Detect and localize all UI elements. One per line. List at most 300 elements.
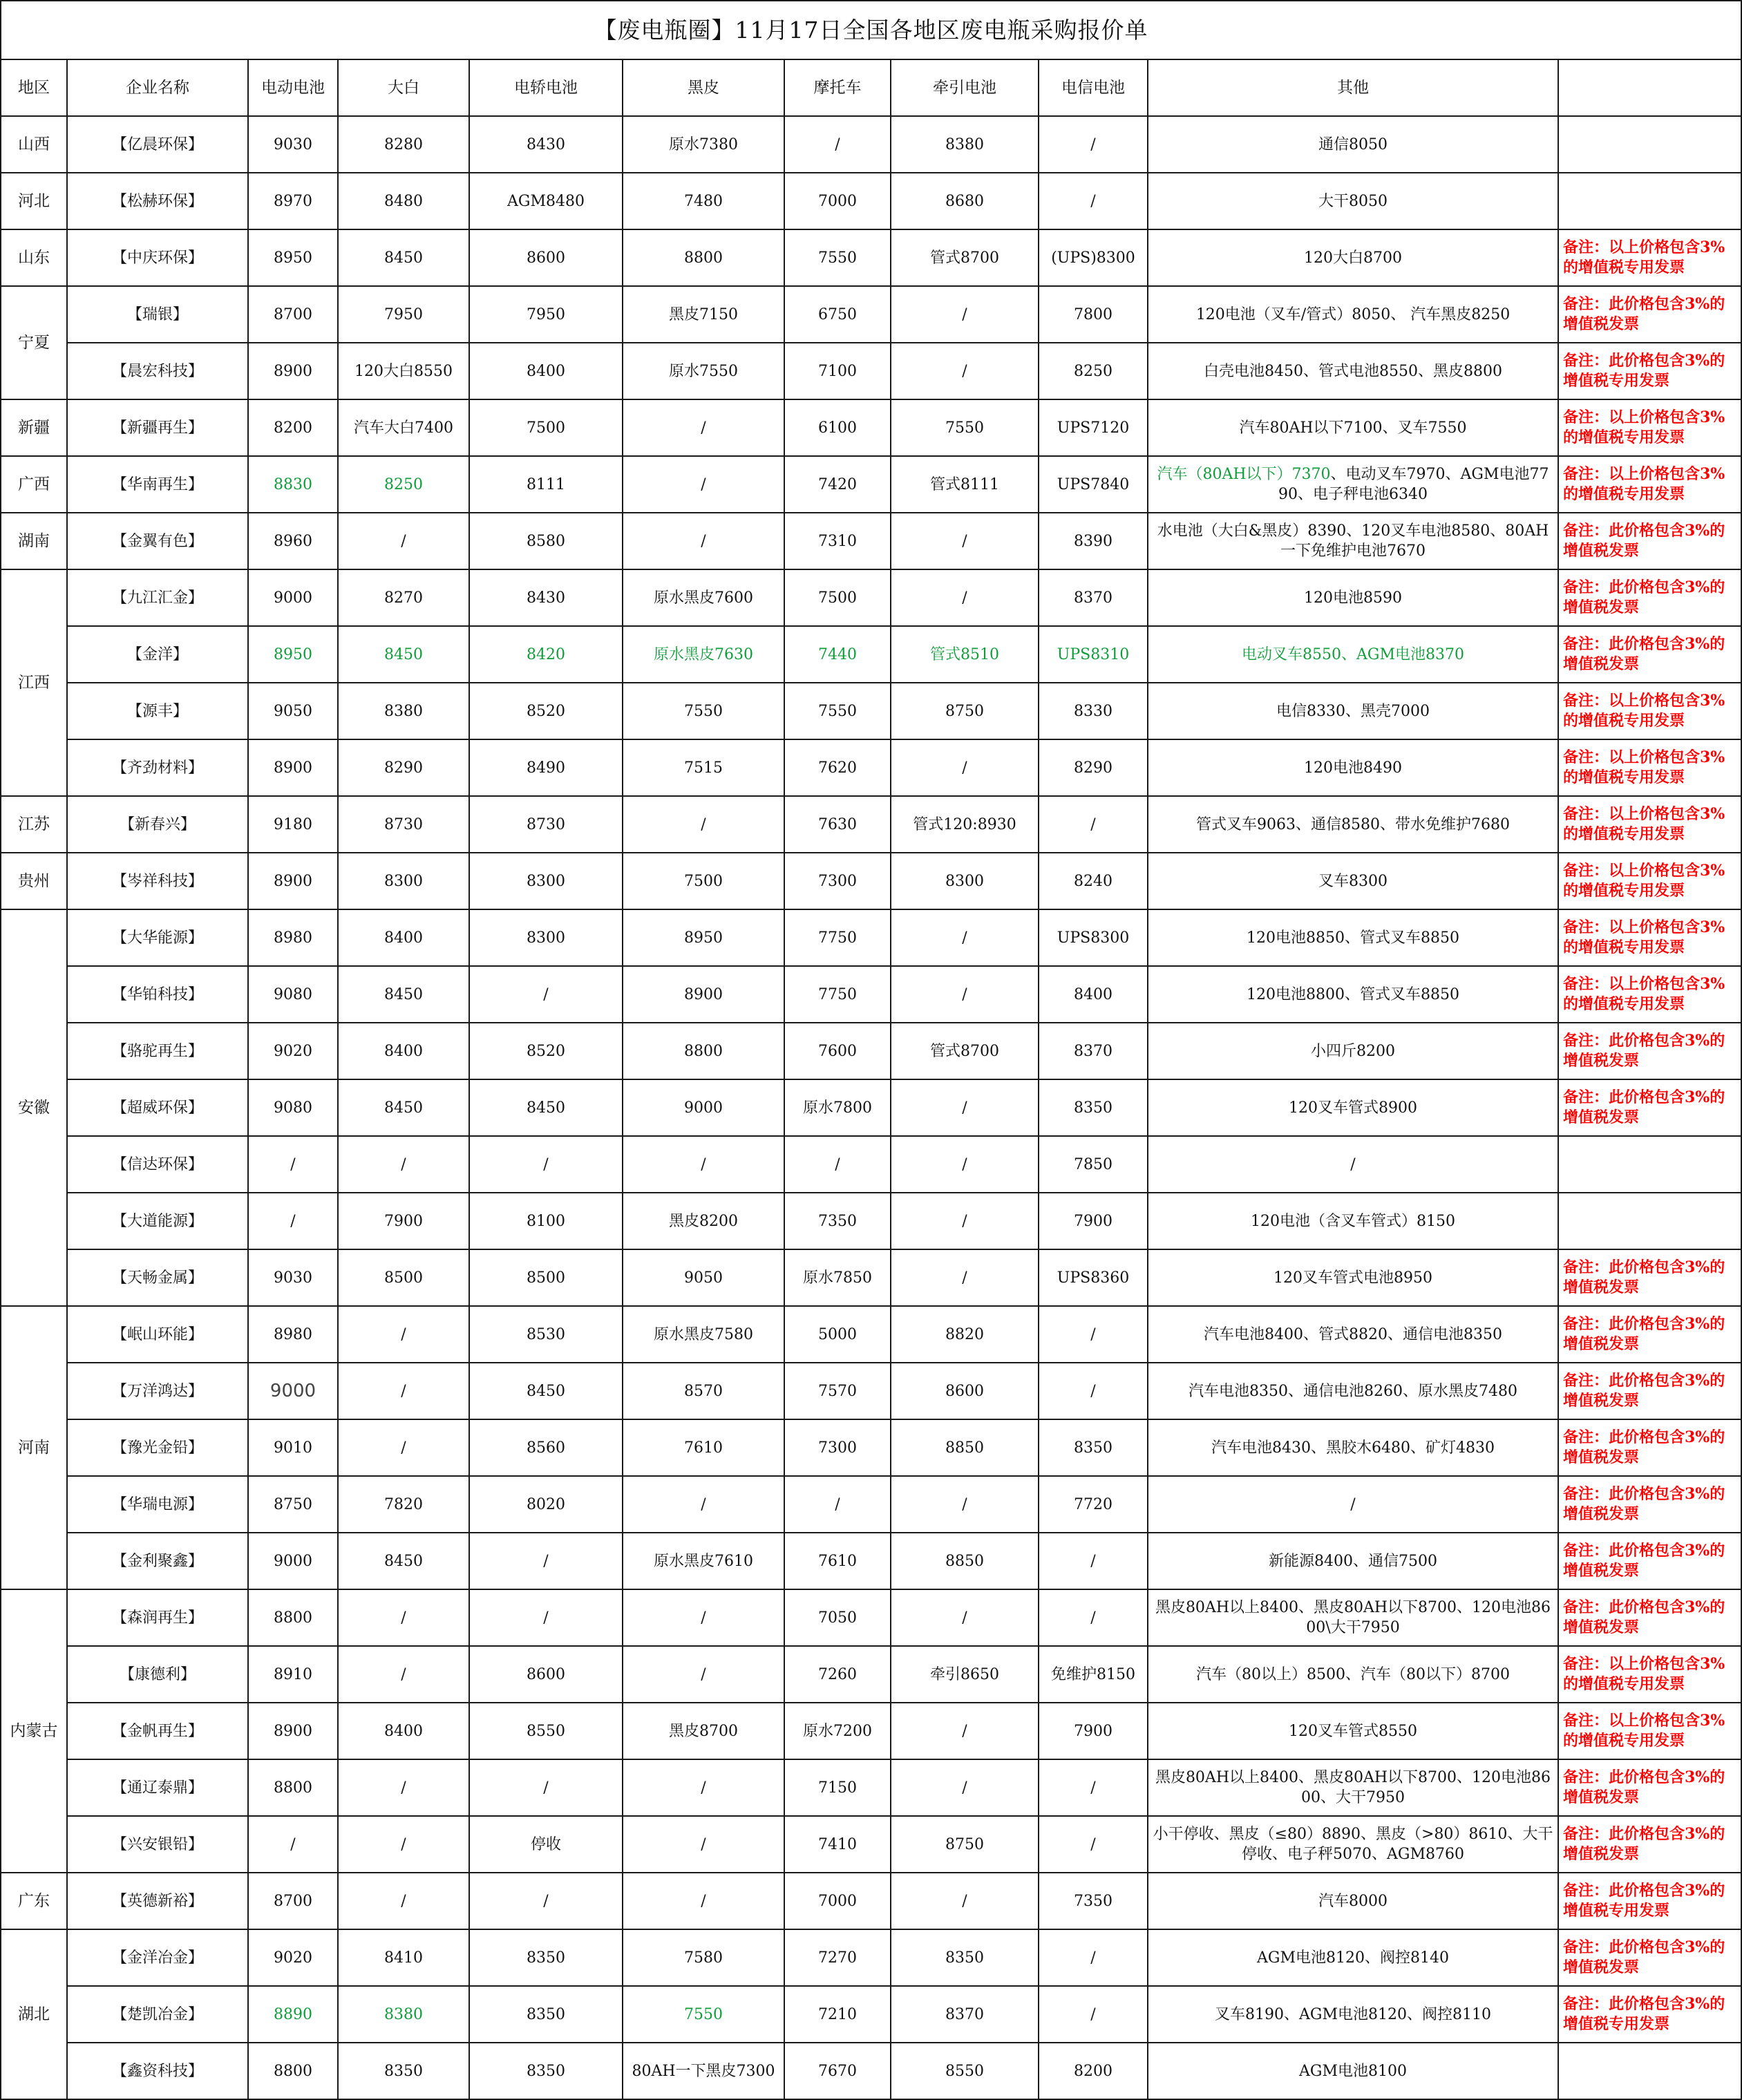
motorcycle-cell: 7570 xyxy=(784,1363,891,1419)
dabai-cell: 8280 xyxy=(338,116,469,173)
company-cell: 【亿晨环保】 xyxy=(67,116,248,173)
telecom-cell: 8240 xyxy=(1039,853,1148,909)
electric-battery-cell: 9020 xyxy=(248,1929,338,1986)
table-row xyxy=(1,1816,1741,1873)
heipi-cell: / xyxy=(623,1759,784,1816)
region-cell: 贵州 xyxy=(1,853,67,909)
other-cell: 120叉车管式8550 xyxy=(1148,1703,1558,1759)
dabai-cell: 8480 xyxy=(338,173,469,229)
table-row xyxy=(1,569,1741,626)
telecom-cell: / xyxy=(1039,1986,1148,2043)
traction-cell: / xyxy=(891,909,1039,966)
dabai-cell: 8450 xyxy=(338,1533,469,1589)
traction-cell: / xyxy=(891,1873,1039,1929)
telecom-cell: UPS8360 xyxy=(1039,1249,1148,1306)
telecom-cell: UPS7120 xyxy=(1039,399,1148,456)
company-cell: 【兴安银铅】 xyxy=(67,1816,248,1873)
motorcycle-cell: 7050 xyxy=(784,1589,891,1646)
table-row xyxy=(1,513,1741,569)
motorcycle-cell: / xyxy=(784,116,891,173)
note-cell: 备注：此价格包含3%的增值税专用发票 xyxy=(1558,1873,1741,1929)
note-cell: 备注：以上价格包含3%的增值税专用发票 xyxy=(1558,966,1741,1023)
heipi-cell: / xyxy=(623,513,784,569)
dabai-cell: 8400 xyxy=(338,1023,469,1079)
other-cell: 120叉车管式8900 xyxy=(1148,1079,1558,1136)
car-battery-cell: 停收 xyxy=(469,1816,623,1873)
heipi-cell: 8900 xyxy=(623,966,784,1023)
heipi-cell: 7550 xyxy=(623,1986,784,2043)
table-row xyxy=(1,1759,1741,1816)
table-row xyxy=(1,116,1741,173)
traction-cell: / xyxy=(891,1136,1039,1193)
motorcycle-cell: 7610 xyxy=(784,1533,891,1589)
heipi-cell: 80AH一下黑皮7300 xyxy=(623,2043,784,2099)
header-car-battery: 电轿电池 xyxy=(469,59,623,116)
company-cell: 【九江汇金】 xyxy=(67,569,248,626)
header-note xyxy=(1558,59,1741,116)
region-cell: 新疆 xyxy=(1,399,67,456)
company-cell: 【豫光金铅】 xyxy=(67,1419,248,1476)
company-cell: 【岷山环能】 xyxy=(67,1306,248,1363)
table-row xyxy=(1,1363,1741,1419)
motorcycle-cell: 7210 xyxy=(784,1986,891,2043)
table-row xyxy=(1,1419,1741,1476)
traction-cell: / xyxy=(891,286,1039,343)
traction-cell: 8550 xyxy=(891,2043,1039,2099)
dabai-cell: 8450 xyxy=(338,626,469,683)
company-cell: 【万洋鸿达】 xyxy=(67,1363,248,1419)
dabai-cell: 8450 xyxy=(338,1079,469,1136)
car-battery-cell: 8111 xyxy=(469,456,623,513)
car-battery-cell: / xyxy=(469,1873,623,1929)
motorcycle-cell: 7550 xyxy=(784,229,891,286)
car-battery-cell: 8520 xyxy=(469,1023,623,1079)
note-cell: 备注：此价格包含3%的增值税专用发票 xyxy=(1558,343,1741,399)
table-row xyxy=(1,399,1741,456)
other-cell: 120电池（叉车/管式）8050、 汽车黑皮8250 xyxy=(1148,286,1558,343)
table-row xyxy=(1,1929,1741,1986)
motorcycle-cell: 7000 xyxy=(784,173,891,229)
traction-cell: / xyxy=(891,739,1039,796)
electric-battery-cell: 8700 xyxy=(248,1873,338,1929)
header-electric-battery: 电动电池 xyxy=(248,59,338,116)
electric-battery-cell: 8800 xyxy=(248,1589,338,1646)
dabai-cell: 8400 xyxy=(338,1703,469,1759)
car-battery-cell: 8420 xyxy=(469,626,623,683)
company-cell: 【岑祥科技】 xyxy=(67,853,248,909)
motorcycle-cell: 7350 xyxy=(784,1193,891,1249)
other-cell: 120电池8800、管式叉车8850 xyxy=(1148,966,1558,1023)
table-row xyxy=(1,343,1741,399)
motorcycle-cell: 7750 xyxy=(784,966,891,1023)
table-row xyxy=(1,173,1741,229)
region-cell: 宁夏 xyxy=(1,286,67,399)
motorcycle-cell: 5000 xyxy=(784,1306,891,1363)
company-cell: 【信达环保】 xyxy=(67,1136,248,1193)
car-battery-cell: 8580 xyxy=(469,513,623,569)
electric-battery-cell: 8910 xyxy=(248,1646,338,1703)
company-cell: 【华瑞电源】 xyxy=(67,1476,248,1533)
car-battery-cell: 8350 xyxy=(469,2043,623,2099)
electric-battery-cell: 8750 xyxy=(248,1476,338,1533)
dabai-cell: / xyxy=(338,1136,469,1193)
company-cell: 【英德新裕】 xyxy=(67,1873,248,1929)
telecom-cell: / xyxy=(1039,1589,1148,1646)
dabai-cell: / xyxy=(338,1363,469,1419)
heipi-cell: 7500 xyxy=(623,853,784,909)
motorcycle-cell: 7270 xyxy=(784,1929,891,1986)
dabai-cell: 8400 xyxy=(338,909,469,966)
table-row xyxy=(1,1646,1741,1703)
company-cell: 【金帆再生】 xyxy=(67,1703,248,1759)
heipi-cell: 9050 xyxy=(623,1249,784,1306)
traction-cell: 8600 xyxy=(891,1363,1039,1419)
electric-battery-cell: 8980 xyxy=(248,909,338,966)
traction-cell: 管式8700 xyxy=(891,229,1039,286)
dabai-cell: 8500 xyxy=(338,1249,469,1306)
car-battery-cell: / xyxy=(469,1589,623,1646)
company-cell: 【森润再生】 xyxy=(67,1589,248,1646)
note-cell: 备注：此价格包含3%的增值税发票 xyxy=(1558,1419,1741,1476)
car-battery-cell: 8520 xyxy=(469,683,623,739)
table-row xyxy=(1,2043,1741,2099)
telecom-cell: / xyxy=(1039,1816,1148,1873)
traction-cell: 7550 xyxy=(891,399,1039,456)
note-cell: 备注：此价格包含3%的增值税发票 xyxy=(1558,1476,1741,1533)
company-cell: 【源丰】 xyxy=(67,683,248,739)
heipi-cell: 7550 xyxy=(623,683,784,739)
other-cell: 120电池8590 xyxy=(1148,569,1558,626)
traction-cell: / xyxy=(891,1759,1039,1816)
company-cell: 【大华能源】 xyxy=(67,909,248,966)
company-cell: 【天畅金属】 xyxy=(67,1249,248,1306)
other-cell: 汽车电池8430、黑胶木6480、矿灯4830 xyxy=(1148,1419,1558,1476)
other-cell: 汽车80AH以下7100、叉车7550 xyxy=(1148,399,1558,456)
heipi-cell: 8950 xyxy=(623,909,784,966)
traction-cell: 8370 xyxy=(891,1986,1039,2043)
table-row xyxy=(1,1986,1741,2043)
other-cell: 叉车8190、AGM电池8120、阀控8110 xyxy=(1148,1986,1558,2043)
company-cell: 【金洋】 xyxy=(67,626,248,683)
telecom-cell: 7350 xyxy=(1039,1873,1148,1929)
note-cell: 备注：此价格包含3%的增值税发票 xyxy=(1558,286,1741,343)
table-row xyxy=(1,229,1741,286)
dabai-cell: 8380 xyxy=(338,1986,469,2043)
car-battery-cell: 7500 xyxy=(469,399,623,456)
electric-battery-cell: / xyxy=(248,1816,338,1873)
company-cell: 【大道能源】 xyxy=(67,1193,248,1249)
heipi-cell: 8800 xyxy=(623,229,784,286)
heipi-cell: 原水黑皮7630 xyxy=(623,626,784,683)
table-row xyxy=(1,1249,1741,1306)
dabai-cell: / xyxy=(338,1816,469,1873)
telecom-cell: 7850 xyxy=(1039,1136,1148,1193)
header-row xyxy=(1,59,1741,116)
note-cell: 备注：以上价格包含3%的增值税专用发票 xyxy=(1558,853,1741,909)
motorcycle-cell: 7630 xyxy=(784,796,891,853)
car-battery-cell: 8350 xyxy=(469,1929,623,1986)
electric-battery-cell: 9050 xyxy=(248,683,338,739)
motorcycle-cell: 7550 xyxy=(784,683,891,739)
motorcycle-cell: 7620 xyxy=(784,739,891,796)
region-cell: 湖北 xyxy=(1,1929,67,2099)
company-cell: 【金洋冶金】 xyxy=(67,1929,248,1986)
telecom-cell: / xyxy=(1039,796,1148,853)
heipi-cell: 原水7380 xyxy=(623,116,784,173)
note-cell: 备注：此价格包含3%的增值税发票 xyxy=(1558,1589,1741,1646)
note-cell: 备注：此价格包含3%的增值税发票 xyxy=(1558,1759,1741,1816)
car-battery-cell: 8500 xyxy=(469,1249,623,1306)
motorcycle-cell: 7440 xyxy=(784,626,891,683)
motorcycle-cell: 7420 xyxy=(784,456,891,513)
table-row xyxy=(1,909,1741,966)
company-cell: 【通辽泰鼎】 xyxy=(67,1759,248,1816)
note-cell: 备注：以上价格包含3%的增值税专用发票 xyxy=(1558,399,1741,456)
electric-battery-cell: 8900 xyxy=(248,853,338,909)
table-row xyxy=(1,683,1741,739)
car-battery-cell: / xyxy=(469,1759,623,1816)
company-cell: 【鑫资科技】 xyxy=(67,2043,248,2099)
header-region: 地区 xyxy=(1,59,67,116)
car-battery-cell: 8560 xyxy=(469,1419,623,1476)
electric-battery-cell: 8950 xyxy=(248,626,338,683)
motorcycle-cell: / xyxy=(784,1476,891,1533)
traction-cell: 8380 xyxy=(891,116,1039,173)
note-cell xyxy=(1558,173,1741,229)
heipi-cell: 8570 xyxy=(623,1363,784,1419)
other-cell: 管式叉车9063、通信8580、带水免维护7680 xyxy=(1148,796,1558,853)
table-row xyxy=(1,286,1741,343)
traction-cell: 8850 xyxy=(891,1533,1039,1589)
motorcycle-cell: 7300 xyxy=(784,1419,891,1476)
heipi-cell: 原水黑皮7610 xyxy=(623,1533,784,1589)
dabai-cell: 8250 xyxy=(338,456,469,513)
car-battery-cell: 8400 xyxy=(469,343,623,399)
region-cell: 广西 xyxy=(1,456,67,513)
traction-cell: 8300 xyxy=(891,853,1039,909)
motorcycle-cell: 7150 xyxy=(784,1759,891,1816)
electric-battery-cell: 8200 xyxy=(248,399,338,456)
heipi-cell: / xyxy=(623,456,784,513)
note-cell: 备注：此价格包含3%的增值税发票 xyxy=(1558,1079,1741,1136)
car-battery-cell: 8730 xyxy=(469,796,623,853)
company-cell: 【金利聚鑫】 xyxy=(67,1533,248,1589)
dabai-cell: 8450 xyxy=(338,229,469,286)
dabai-cell: 8350 xyxy=(338,2043,469,2099)
heipi-cell: 黑皮8200 xyxy=(623,1193,784,1249)
electric-battery-cell: 8800 xyxy=(248,2043,338,2099)
motorcycle-cell: 7310 xyxy=(784,513,891,569)
motorcycle-cell: 7500 xyxy=(784,569,891,626)
heipi-cell: / xyxy=(623,1873,784,1929)
region-cell: 广东 xyxy=(1,1873,67,1929)
dabai-cell: 120大白8550 xyxy=(338,343,469,399)
other-cell: 电信8330、黑壳7000 xyxy=(1148,683,1558,739)
dabai-cell: / xyxy=(338,1646,469,1703)
company-cell: 【康德利】 xyxy=(67,1646,248,1703)
car-battery-cell: / xyxy=(469,966,623,1023)
other-cell: 小四斤8200 xyxy=(1148,1023,1558,1079)
traction-cell: 8750 xyxy=(891,683,1039,739)
other-green-text: 汽车（80AH以下）7370 xyxy=(1157,466,1331,483)
telecom-cell: UPS7840 xyxy=(1039,456,1148,513)
heipi-cell: 原水黑皮7580 xyxy=(623,1306,784,1363)
note-cell: 备注：此价格包含3%的增值税发票 xyxy=(1558,626,1741,683)
header-company: 企业名称 xyxy=(67,59,248,116)
other-cell: 汽车电池8400、管式8820、通信电池8350 xyxy=(1148,1306,1558,1363)
heipi-cell: / xyxy=(623,399,784,456)
traction-cell: / xyxy=(891,1079,1039,1136)
other-cell: / xyxy=(1148,1136,1558,1193)
telecom-cell: 8370 xyxy=(1039,569,1148,626)
dabai-cell: 8380 xyxy=(338,683,469,739)
other-cell: AGM电池8120、阀控8140 xyxy=(1148,1929,1558,1986)
header-dabai: 大白 xyxy=(338,59,469,116)
note-cell: 备注：以上价格包含3%的增值税专用发票 xyxy=(1558,739,1741,796)
car-battery-cell: 8600 xyxy=(469,229,623,286)
telecom-cell: 8390 xyxy=(1039,513,1148,569)
header-motorcycle: 摩托车 xyxy=(784,59,891,116)
heipi-cell: / xyxy=(623,1816,784,1873)
note-cell: 备注：此价格包含3%的增值税发票 xyxy=(1558,1306,1741,1363)
electric-battery-cell: 8950 xyxy=(248,229,338,286)
note-cell: 备注：以上价格包含3%的增值税专用发票 xyxy=(1558,229,1741,286)
telecom-cell: 7720 xyxy=(1039,1476,1148,1533)
company-cell: 【松赫环保】 xyxy=(67,173,248,229)
note-cell: 备注：此价格包含3%的增值税发票 xyxy=(1558,1816,1741,1873)
dabai-cell: / xyxy=(338,1419,469,1476)
telecom-cell: 7900 xyxy=(1039,1703,1148,1759)
table-row xyxy=(1,1873,1741,1929)
heipi-cell: 9000 xyxy=(623,1079,784,1136)
company-cell: 【华铂科技】 xyxy=(67,966,248,1023)
other-cell: AGM电池8100 xyxy=(1148,2043,1558,2099)
company-cell: 【瑞银】 xyxy=(67,286,248,343)
traction-cell: 8820 xyxy=(891,1306,1039,1363)
electric-battery-cell: 8830 xyxy=(248,456,338,513)
traction-cell: 8350 xyxy=(891,1929,1039,1986)
telecom-cell: / xyxy=(1039,1533,1148,1589)
telecom-cell: 8350 xyxy=(1039,1079,1148,1136)
table-row xyxy=(1,966,1741,1023)
traction-cell: 管式8111 xyxy=(891,456,1039,513)
company-cell: 【中庆环保】 xyxy=(67,229,248,286)
motorcycle-cell: 原水7850 xyxy=(784,1249,891,1306)
heipi-cell: 7610 xyxy=(623,1419,784,1476)
electric-battery-cell: 9020 xyxy=(248,1023,338,1079)
heipi-cell: 黑皮7150 xyxy=(623,286,784,343)
telecom-cell: 8250 xyxy=(1039,343,1148,399)
table-row xyxy=(1,1533,1741,1589)
car-battery-cell: 7950 xyxy=(469,286,623,343)
dabai-cell: 8730 xyxy=(338,796,469,853)
note-cell xyxy=(1558,2043,1741,2099)
electric-battery-cell: 9030 xyxy=(248,116,338,173)
note-cell: 备注：以上价格包含3%的增值税专用发票 xyxy=(1558,456,1741,513)
traction-cell: 管式8700 xyxy=(891,1023,1039,1079)
telecom-cell: 免维护8150 xyxy=(1039,1646,1148,1703)
heipi-cell: 7515 xyxy=(623,739,784,796)
telecom-cell: 7900 xyxy=(1039,1193,1148,1249)
header-traction: 牵引电池 xyxy=(891,59,1039,116)
other-cell: 120叉车管式电池8950 xyxy=(1148,1249,1558,1306)
electric-battery-cell: 8800 xyxy=(248,1759,338,1816)
motorcycle-cell: 7300 xyxy=(784,853,891,909)
dabai-cell: 8290 xyxy=(338,739,469,796)
other-cell: 小干停收、黑皮（≤80）8890、黑皮（>80）8610、大干停收、电子秤5070、AGM8760 xyxy=(1148,1816,1558,1873)
motorcycle-cell: 7260 xyxy=(784,1646,891,1703)
motorcycle-cell: 7100 xyxy=(784,343,891,399)
telecom-cell: 7800 xyxy=(1039,286,1148,343)
other-cell: 汽车8000 xyxy=(1148,1873,1558,1929)
telecom-cell: UPS8310 xyxy=(1039,626,1148,683)
other-cell: 120电池8850、管式叉车8850 xyxy=(1148,909,1558,966)
telecom-cell: / xyxy=(1039,1929,1148,1986)
traction-cell: / xyxy=(891,343,1039,399)
electric-battery-cell: / xyxy=(248,1193,338,1249)
region-cell: 安徽 xyxy=(1,909,67,1306)
other-rest-text: 、电动叉车7970、AGM电池7790、电子秤电池6340 xyxy=(1278,466,1549,503)
note-cell xyxy=(1558,1136,1741,1193)
electric-battery-cell: 9000 xyxy=(248,1363,338,1419)
electric-battery-cell: 9000 xyxy=(248,569,338,626)
dabai-cell: 8300 xyxy=(338,853,469,909)
other-cell: 水电池（大白&黑皮）8390、120叉车电池8580、80AH一下免维护电池7670 xyxy=(1148,513,1558,569)
car-battery-cell: / xyxy=(469,1136,623,1193)
company-cell: 【晨宏科技】 xyxy=(67,343,248,399)
note-cell: 备注：以上价格包含3%的增值税专用发票 xyxy=(1558,796,1741,853)
traction-cell: / xyxy=(891,1476,1039,1533)
electric-battery-cell: 9080 xyxy=(248,966,338,1023)
heipi-cell: 黑皮8700 xyxy=(623,1703,784,1759)
table-row xyxy=(1,626,1741,683)
company-cell: 【金翼有色】 xyxy=(67,513,248,569)
motorcycle-cell: 7750 xyxy=(784,909,891,966)
motorcycle-cell: 7600 xyxy=(784,1023,891,1079)
other-cell: 120电池（含叉车管式）8150 xyxy=(1148,1193,1558,1249)
region-cell: 江苏 xyxy=(1,796,67,853)
motorcycle-cell: 6100 xyxy=(784,399,891,456)
table-row xyxy=(1,739,1741,796)
table-row xyxy=(1,1589,1741,1646)
traction-cell: 管式120:8930 xyxy=(891,796,1039,853)
note-cell: 备注：以上价格包含3%的增值税专用发票 xyxy=(1558,1703,1741,1759)
heipi-cell: / xyxy=(623,1589,784,1646)
telecom-cell: 8330 xyxy=(1039,683,1148,739)
page-title: 【废电瓶圈】11月17日全国各地区废电瓶采购报价单 xyxy=(1,1,1741,59)
traction-cell: 管式8510 xyxy=(891,626,1039,683)
motorcycle-cell: 原水7200 xyxy=(784,1703,891,1759)
other-cell: 叉车8300 xyxy=(1148,853,1558,909)
table-row xyxy=(1,456,1741,513)
dabai-cell: 汽车大白7400 xyxy=(338,399,469,456)
dabai-cell: / xyxy=(338,513,469,569)
telecom-cell: / xyxy=(1039,173,1148,229)
other-cell: 汽车电池8350、通信电池8260、原水黑皮7480 xyxy=(1148,1363,1558,1419)
dabai-cell: / xyxy=(338,1873,469,1929)
note-cell xyxy=(1558,1193,1741,1249)
other-cell: 电动叉车8550、AGM电池8370 xyxy=(1148,626,1558,683)
motorcycle-cell: 6750 xyxy=(784,286,891,343)
header-heipi: 黑皮 xyxy=(623,59,784,116)
traction-cell: 8750 xyxy=(891,1816,1039,1873)
table-row xyxy=(1,1136,1741,1193)
note-cell: 备注：此价格包含3%的增值税专用发票 xyxy=(1558,1986,1741,2043)
car-battery-cell: 8350 xyxy=(469,1986,623,2043)
note-cell xyxy=(1558,116,1741,173)
table-row xyxy=(1,1306,1741,1363)
region-cell: 河北 xyxy=(1,173,67,229)
